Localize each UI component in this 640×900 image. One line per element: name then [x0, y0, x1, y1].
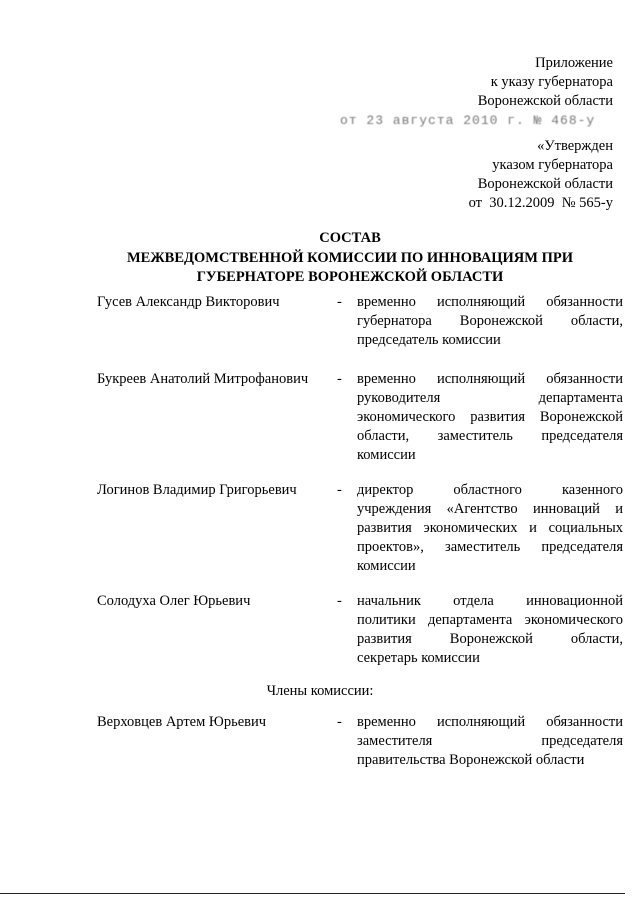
- member-name: Верховцев Артем Юрьевич: [97, 714, 267, 730]
- appendix-line: Приложение: [535, 55, 613, 71]
- member-position: начальник отдела инновационной политики департамента экономического развития Воронежской области, секретарь комиссии: [357, 593, 623, 666]
- dash: -: [337, 482, 342, 498]
- title-line: ГУБЕРНАТОРЕ ВОРОНЕЖСКОЙ ОБЛАСТИ: [196, 269, 504, 285]
- member-position: директор областного казенного учреждения «Агентство инноваций и развития экономических и социальных проектов», заместитель председателя комиссии: [357, 482, 623, 574]
- bottom-divider: [0, 893, 625, 894]
- date-stamp: от 23 августа 2010 г. № 468-у: [340, 113, 596, 128]
- member-position: временно исполняющий обязанности руководителя департамента экономического развития Воронежской области, заместитель председателя комиссии: [357, 371, 623, 463]
- members-heading: Члены комиссии:: [266, 683, 374, 699]
- dash: -: [337, 714, 342, 730]
- appendix-line: Воронежской области: [477, 93, 613, 109]
- member-position: временно исполняющий обязанности губернатора Воронежской области, председатель комиссии: [357, 294, 623, 348]
- member-name: Гусев Александр Викторович: [97, 294, 280, 310]
- approved-line: от 30.12.2009 № 565-у: [468, 195, 613, 211]
- member-name: Солодуха Олег Юрьевич: [97, 593, 251, 609]
- member-position: временно исполняющий обязанности заместителя председателя правительства Воронежской области: [357, 714, 623, 768]
- appendix-line: к указу губернатора: [490, 74, 613, 90]
- dash: -: [337, 371, 342, 387]
- dash: -: [337, 294, 342, 310]
- member-name: Букреев Анатолий Митрофанович: [97, 371, 309, 387]
- dash: -: [337, 593, 342, 609]
- approved-line: «Утвержден: [537, 138, 613, 154]
- member-name: Логинов Владимир Григорьевич: [97, 482, 297, 498]
- title-line: МЕЖВЕДОМСТВЕННОЙ КОМИССИИ ПО ИННОВАЦИЯМ ПРИ: [126, 249, 573, 266]
- approved-line: указом губернатора: [492, 157, 613, 173]
- approved-line: Воронежской области: [477, 176, 613, 192]
- document-title: [60, 229, 640, 288]
- appendix-block: [478, 54, 613, 111]
- approved-block: [469, 137, 613, 213]
- title-line: СОСТАВ: [319, 230, 381, 246]
